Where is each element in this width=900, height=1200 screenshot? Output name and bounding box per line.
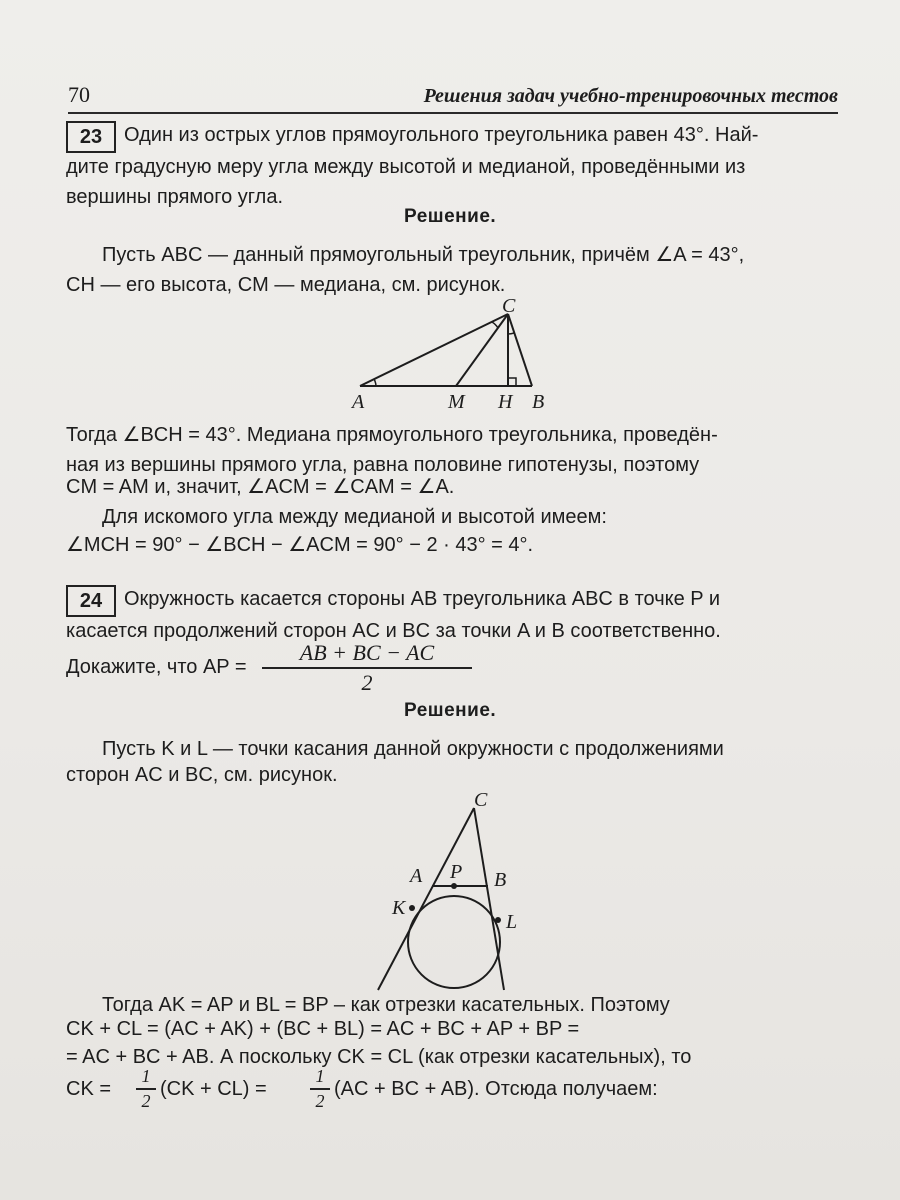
ap-fraction [262,640,472,696]
label-B-excircle: B [494,869,507,891]
half-numerator-2: 1 [315,1066,325,1086]
label-C: C [502,298,516,317]
label-H: H [498,391,513,413]
problem-24-after-line3: = AC + BC + AB. А поскольку CK = CL (как отрезки касательных), то [66,1046,692,1068]
half-fraction-1 [136,1066,156,1112]
problem-24-after-line4a: CK = [66,1078,112,1100]
problem-23-after-line2: ная из вершины прямого угла, равна половине гипотенузы, поэтому [66,454,700,476]
label-C-excircle: C [474,790,488,811]
problem-24-solution-line2: сторон AC и BC, см. рисунок. [66,764,338,786]
problem-24-statement-line1: Окружность касается стороны AB треугольника ABC в точке P и [124,588,721,610]
problem-24-solution-line1: Пусть K и L — точки касания данной окружности с продолжениями [102,738,724,760]
label-M: M [448,391,465,413]
half-fraction-2 [310,1066,330,1112]
excircle-figure [370,790,550,1010]
problem-24-statement-line3: Докажите, что AP = [66,656,247,678]
problem-23-after-line4: Для искомого угла между медианой и высотой имеем: [102,506,607,528]
half-denominator-1: 2 [141,1091,151,1111]
ap-fraction-numerator: AB + BC − AC [299,640,435,665]
problem-24-number: 24 [66,585,116,617]
running-title: Решения задач учебно-тренировочных тестов [423,85,838,107]
problem-23-after-line1: Тогда ∠BCH = 43°. Медиана прямоугольного треугольника, проведён- [66,424,718,446]
right-triangle-figure [340,298,560,414]
running-header [68,82,838,114]
ap-fraction-denominator: 2 [361,670,373,695]
label-A: A [352,391,365,413]
problem-23-after-line5: ∠MCH = 90° − ∠BCH − ∠ACM = 90° − 2 · 43° = 4°. [66,534,534,556]
problem-23-statement-line2: дите градусную меру угла между высотой и медианой, проведёнными из [66,156,746,178]
problem-24-solution-heading: Решение. [404,700,497,721]
problem-23-after-line3: CM = AM и, значит, ∠ACM = ∠CAM = ∠A. [66,476,455,498]
label-P: P [450,861,463,883]
problem-23-statement-line3: вершины прямого угла. [66,186,284,208]
page-number: 70 [68,82,90,107]
half-numerator-1: 1 [141,1066,151,1086]
label-A-excircle: A [410,865,423,887]
problem-23-solution-line2: CH — его высота, CM — медиана, см. рисунок. [66,274,506,296]
problem-24-after-line2: CK + CL = (AC + AK) + (BC + BL) = AC + BC + AP + BP = [66,1018,580,1040]
label-L: L [506,911,518,933]
label-B: B [532,391,545,413]
problem-24-after-line4c: (AC + BC + AB). Отсюда получаем: [334,1078,658,1100]
problem-24-after-line1: Тогда AK = AP и BL = BP – как отрезки касательных. Поэтому [102,994,670,1016]
problem-24-statement-line2: касается продолжений сторон AC и BC за точки A и B соответственно. [66,620,721,642]
half-denominator-2: 2 [315,1091,325,1111]
problem-23-solution-heading: Решение. [404,206,497,227]
problem-23-statement-line1: Один из острых углов прямоугольного треугольника равен 43°. Най- [124,124,759,146]
problem-23-solution-line1: Пусть ABC — данный прямоугольный треугольник, причём ∠A = 43°, [102,244,745,266]
problem-24-after-line4b: (CK + CL) = [160,1078,267,1100]
label-K: K [392,897,406,919]
problem-23-number: 23 [66,121,116,153]
